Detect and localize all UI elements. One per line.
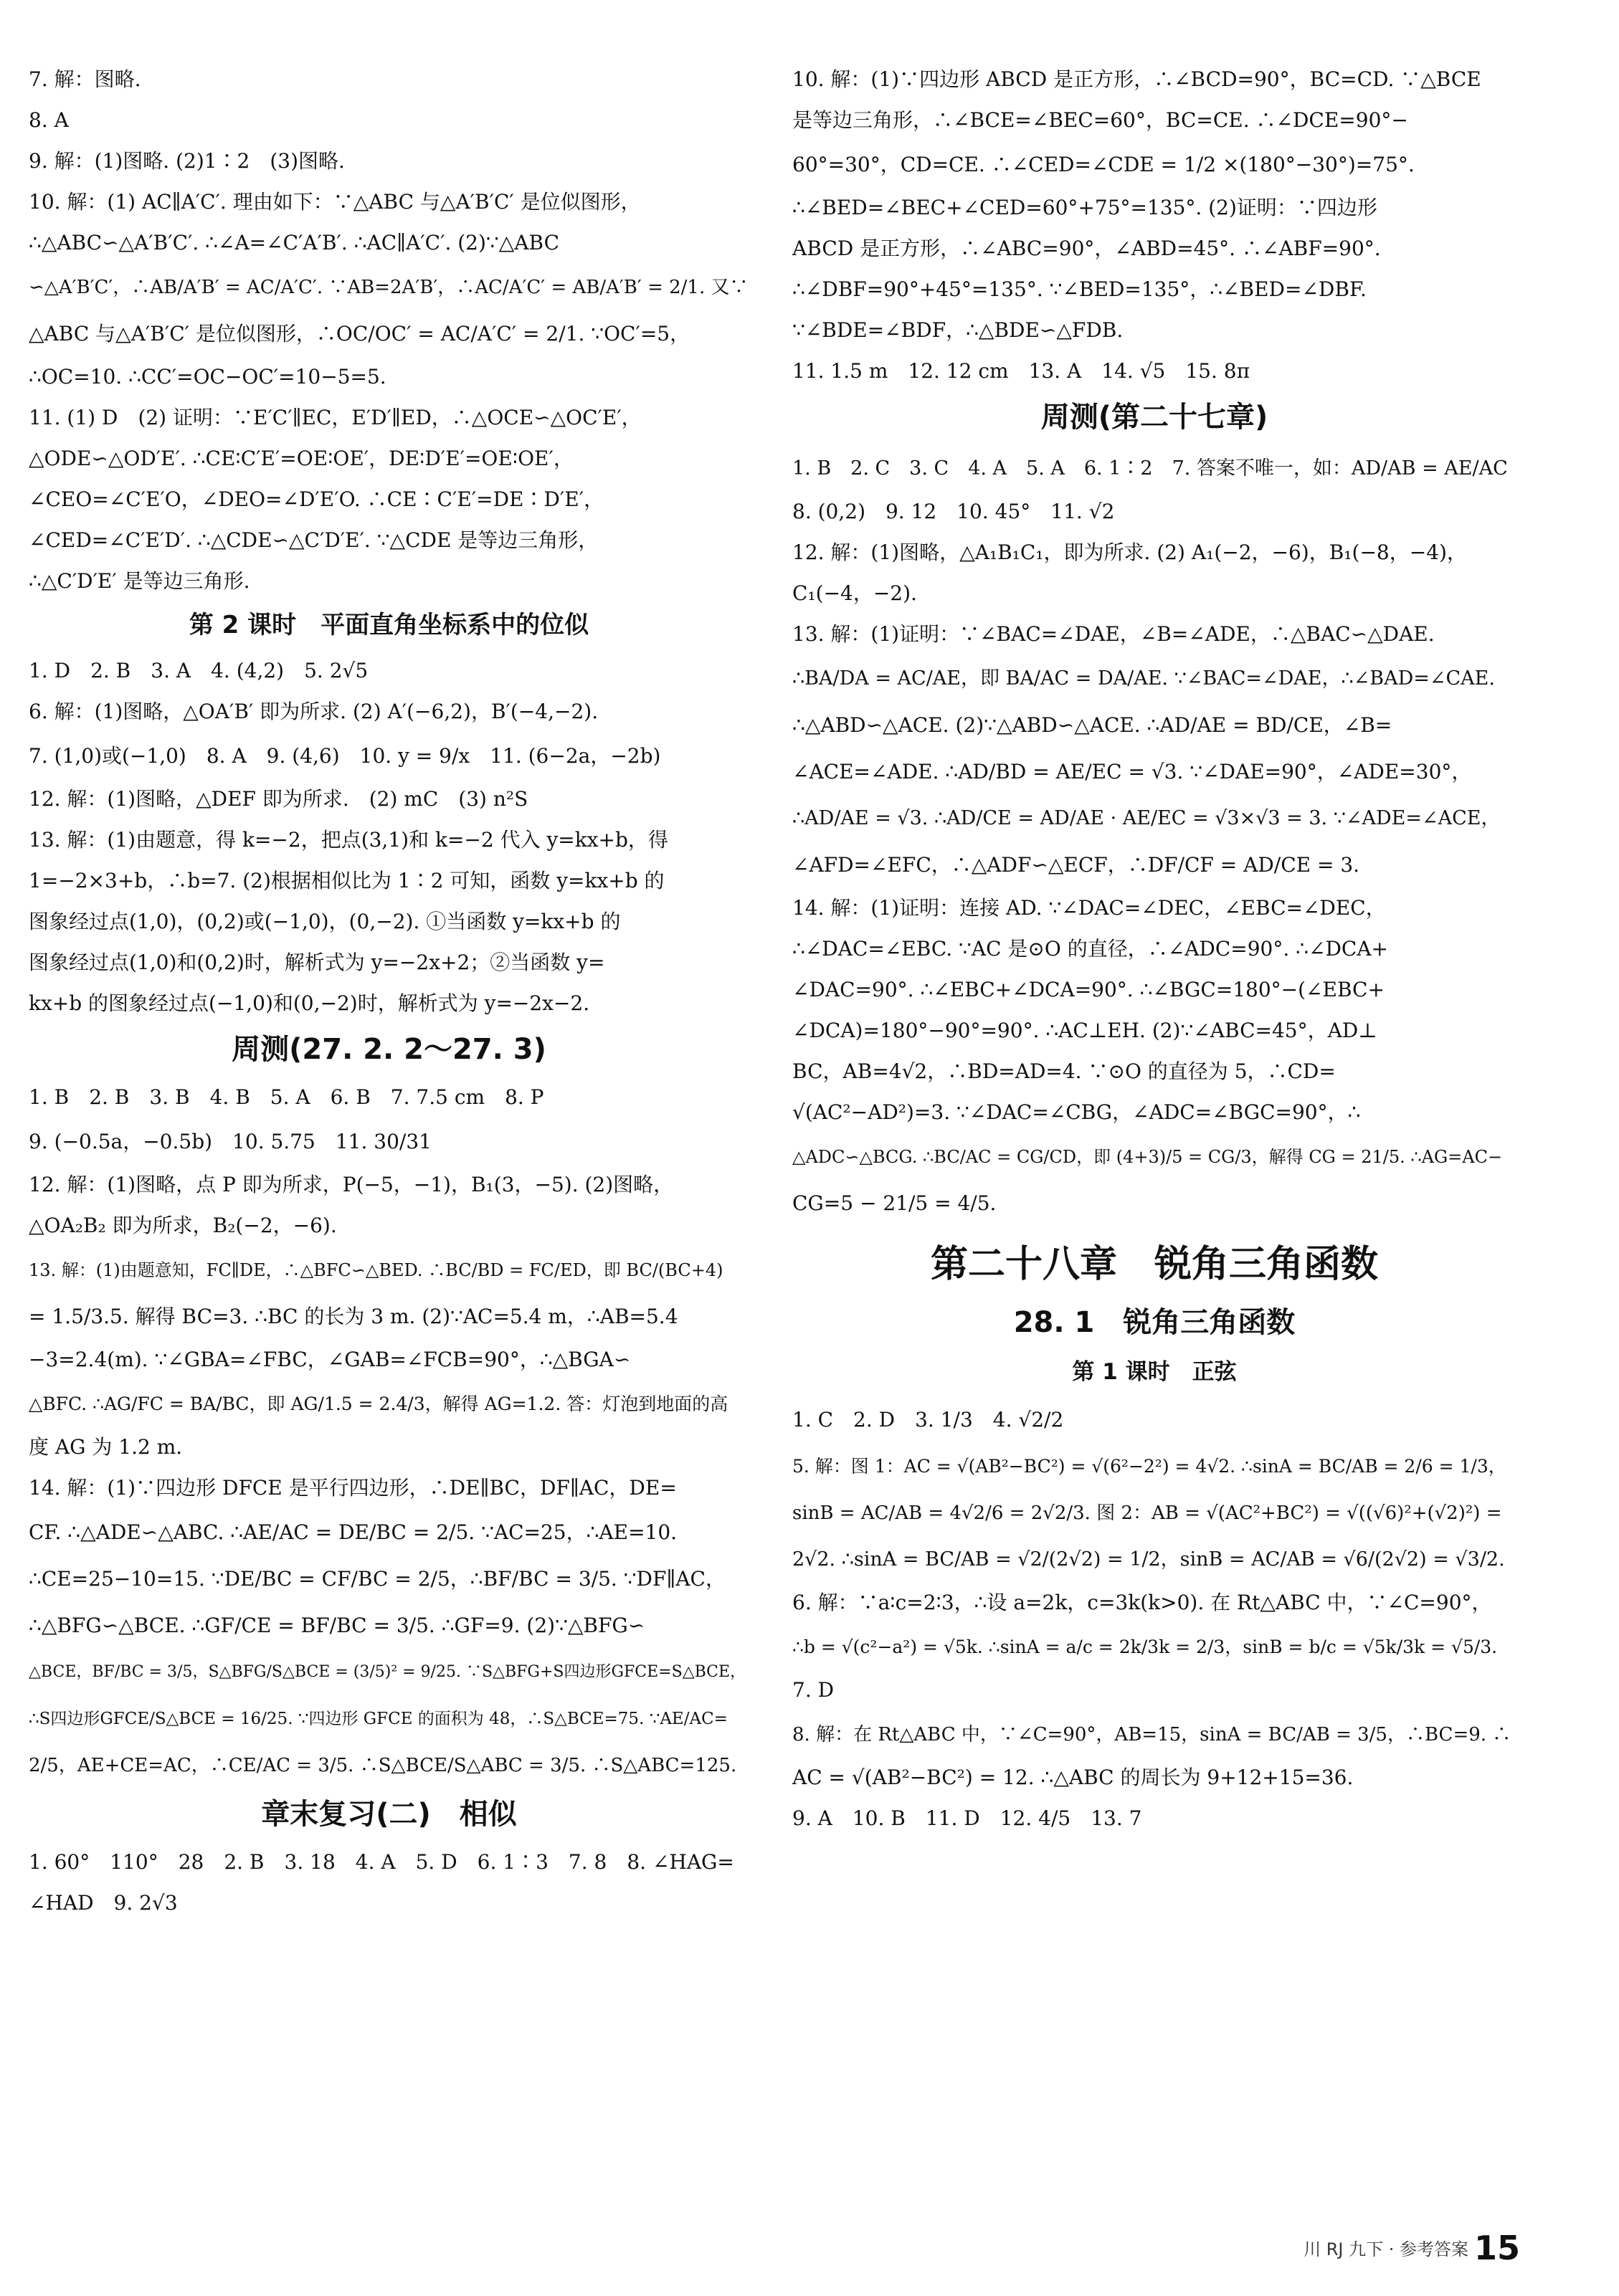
answer-line: 7. 解：图略. [29, 67, 141, 91]
answer-line: = 1.5/3.5. 解得 BC=3. ∴BC 的长为 3 m. (2)∵AC=5.4 m，∴AB=5.4 [29, 1305, 678, 1328]
answer-line: 60°=30°，CD=CE. ∴∠CED=∠CDE = 1/2 ×(180°−30°)=75°. [792, 153, 1415, 176]
answer-line: CG=5 − 21/5 = 4/5. [792, 1191, 997, 1215]
answer-line: 9. (−0.5a，−0.5b) 10. 5.75 11. 30/31 [29, 1130, 432, 1153]
answer-line: 1. C 2. D 3. 1/3 4. √2/2 [792, 1408, 1064, 1432]
answer-line: ∵∠BDE=∠BDF，∴△BDE∽△FDB. [792, 318, 1124, 342]
chapter-review-heading: 章末复习(二) 相似 [261, 1798, 517, 1831]
answer-line: 13. 解：(1)由题意知，FC∥DE，∴△BFC∽△BED. ∴BC/BD = FC/ED，即 BC/(BC+4) [29, 1260, 723, 1280]
answer-line: 1. D 2. B 3. A 4. (4,2) 5. 2√5 [29, 659, 369, 682]
answer-line: 13. 解：(1)由题意，得 k=−2，把点(3,1)和 k=−2 代入 y=kx+b，得 [29, 828, 668, 852]
answer-line: ∠HAD 9. 2√3 [29, 1891, 178, 1915]
answer-line: C₁(−4，−2). [792, 581, 917, 605]
answer-line: ∴∠DBF=90°+45°=135°. ∵∠BED=135°，∴∠BED=∠DBF. [792, 277, 1367, 301]
answer-line: 1=−2×3+b，∴b=7. (2)根据相似比为 1∶2 可知，函数 y=kx+b 的 [29, 869, 665, 892]
weekly-test-heading: 周测(第二十七章) [1040, 401, 1268, 434]
answer-line: △ADC∽△BCG. ∴BC/AC = CG/CD，即 (4+3)/5 = CG/3，解得 CG = 21/5. ∴AG=AC− [792, 1147, 1503, 1167]
answer-line: △ABC 与△A′B′C′ 是位似图形，∴OC/OC′ = AC/A′C′ = 2/1. ∵OC′=5， [29, 322, 690, 346]
answer-line: −3=2.4(m). ∵∠GBA=∠FBC，∠GAB=∠FCB=90°，∴△BGA∽ [29, 1348, 631, 1371]
answer-line: 9. 解：(1)图略. (2)1∶2 (3)图略. [29, 149, 345, 173]
answer-line: BC，AB=4√2，∴BD=AD=4. ∵⊙O 的直径为 5，∴CD= [792, 1059, 1336, 1083]
answer-line: ∠DAC=90°. ∴∠EBC+∠DCA=90°. ∴∠BGC=180°−(∠EBC+ [792, 978, 1385, 1001]
answer-line: 1. B 2. B 3. B 4. B 5. A 6. B 7. 7.5 cm 8. P [29, 1085, 544, 1109]
answer-line: 7. D [792, 1678, 835, 1702]
right-column [792, 66, 1516, 1846]
answer-line: 度 AG 为 1.2 m. [29, 1435, 183, 1459]
answer-line: 8. (0,2) 9. 12 10. 45° 11. √2 [792, 500, 1115, 523]
answer-line: √(AC²−AD²)=3. ∵∠DAC=∠CBG，∠ADC=∠BGC=90°，∴ [792, 1100, 1361, 1124]
answer-line: ∠AFD=∠EFC，∴△ADF∽△ECF，∴DF/CF = AD/CE = 3. [792, 853, 1360, 877]
answer-line: 是等边三角形，∴∠BCE=∠BEC=60°，BC=CE. ∴∠DCE=90°− [792, 108, 1408, 132]
answer-line: ∠CED=∠C′E′D′. ∴△CDE∽△C′D′E′. ∵△CDE 是等边三角形， [29, 528, 599, 552]
answer-line: 12. 解：(1)图略，△DEF 即为所求. (2) mC (3) n²S [29, 787, 528, 811]
answer-line: ∴CE=25−10=15. ∵DE/BC = CF/BC = 2/5，∴BF/BC = 3/5. ∵DF∥AC， [29, 1567, 726, 1591]
footer-label: 川 RJ 九下 · 参考答案 [1304, 2239, 1468, 2259]
answer-line: 6. 解：∵a∶c=2∶3，∴设 a=2k，c=3k(k>0). 在 Rt△ABC 中，∵∠C=90°， [792, 1591, 1492, 1614]
answer-line: ∴BA/DA = AC/AE，即 BA/AC = DA/AE. ∵∠BAC=∠DAE，∴∠BAD=∠CAE. [792, 667, 1495, 690]
answer-line: ∴AD/AE = √3. ∴AD/CE = AD/AE · AE/EC = √3×√3 = 3. ∵∠ADE=∠ACE， [792, 807, 1501, 829]
answer-line: 8. A [29, 108, 69, 132]
answer-line: 6. 解：(1)图略，△OA′B′ 即为所求. (2) A′(−6,2)，B′(−4,−2). [29, 700, 599, 723]
answer-line: 11. 1.5 m 12. 12 cm 13. A 14. √5 15. 8π [792, 359, 1250, 383]
answer-line: ∠ACE=∠ADE. ∴AD/BD = AE/EC = √3. ∵∠DAE=90°，∠ADE=30°， [792, 760, 1472, 783]
left-column [29, 66, 749, 1930]
answer-line: 14. 解：(1)∵四边形 DFCE 是平行四边形，∴DE∥BC，DF∥AC，DE= [29, 1476, 677, 1500]
lesson-heading: 第 2 课时 平面直角坐标系中的位似 [189, 611, 589, 639]
section-heading: 28. 1 锐角三角函数 [1013, 1306, 1296, 1339]
answer-line: 14. 解：(1)证明：连接 AD. ∵∠DAC=∠DEC，∠EBC=∠DEC， [792, 896, 1386, 920]
answer-line: 12. 解：(1)图略，点 P 即为所求，P(−5，−1)，B₁(3，−5). (2)图略， [29, 1173, 674, 1196]
answer-line: ∴∠DAC=∠EBC. ∵AC 是⊙O 的直径，∴∠ADC=90°. ∴∠DCA+ [792, 937, 1389, 961]
answer-line: 1. 60° 110° 28 2. B 3. 18 4. A 5. D 6. 1∶3 7. 8 8. ∠HAG= [29, 1850, 734, 1874]
answer-line: ∠DCA)=180°−90°=90°. ∴AC⊥EH. (2)∵∠ABC=45°，AD⊥ [792, 1019, 1377, 1042]
answer-line: ∴OC=10. ∴CC′=OC−OC′=10−5=5. [29, 365, 386, 389]
answer-line: ∴△C′D′E′ 是等边三角形. [29, 569, 250, 593]
chapter-heading: 第二十八章 锐角三角函数 [930, 1243, 1378, 1286]
answer-line: ∴△ABC∽△A′B′C′. ∴∠A=∠C′A′B′. ∴AC∥A′C′. (2)∵△ABC [29, 231, 559, 254]
answer-line: 13. 解：(1)证明：∵∠BAC=∠DAE，∠B=∠ADE，∴△BAC∽△DAE. [792, 622, 1435, 646]
answer-line: AC = √(AB²−BC²) = 12. ∴△ABC 的周长为 9+12+15=36. [792, 1766, 1354, 1789]
answer-line: 8. 解：在 Rt△ABC 中，∵∠C=90°，AB=15，sinA = BC/AB = 3/5，∴BC=9. ∴ [792, 1724, 1511, 1745]
answer-line: ∽△A′B′C′，∴AB/A′B′ = AC/A′C′. ∵AB=2A′B′，∴AC/A′C′ = AB/A′B′ = 2/1. 又∵ [29, 277, 749, 298]
answer-line: 图象经过点(1,0)和(0,2)时，解析式为 y=−2x+2；②当函数 y= [29, 951, 605, 974]
answer-line: CF. ∴△ADE∽△ABC. ∴AE/AC = DE/BC = 2/5. ∵AC=25，∴AE=10. [29, 1520, 678, 1544]
answer-line: △OA₂B₂ 即为所求，B₂(−2，−6). [29, 1214, 337, 1237]
answer-line: 10. 解：(1) AC∥A′C′. 理由如下：∵△ABC 与△A′B′C′ 是位似图形， [29, 190, 641, 214]
answer-line: 9. A 10. B 11. D 12. 4/5 13. 7 [792, 1806, 1142, 1830]
answer-line: 12. 解：(1)图略，△A₁B₁C₁，即为所求. (2) A₁(−2，−6)，B₁(−8，−4)， [792, 540, 1467, 564]
answer-line: 10. 解：(1)∵四边形 ABCD 是正方形，∴∠BCD=90°，BC=CD. ∵△BCE [792, 67, 1481, 91]
page-number: 15 [1473, 2229, 1520, 2267]
answer-line: ∴b = √(c²−a²) = √5k. ∴sinA = a/c = 2k/3k = 2/3，sinB = b/c = √5k/3k = √5/3. [792, 1637, 1498, 1657]
answer-line: ∴∠BED=∠BEC+∠CED=60°+75°=135°. (2)证明：∵四边形 [792, 196, 1377, 219]
answer-line: ∴△BFG∽△BCE. ∴GF/CE = BF/BC = 3/5. ∴GF=9. (2)∵△BFG∽ [29, 1614, 645, 1637]
lesson-heading: 第 1 课时 正弦 [1072, 1359, 1237, 1385]
answer-line: 2√2. ∴sinA = BC/AB = √2/(2√2) = 1/2，sinB = AC/AB = √6/(2√2) = √3/2. [792, 1548, 1505, 1571]
answer-line: ∠CEO=∠C′E′O，∠DEO=∠D′E′O. ∴CE∶C′E′=DE∶D′E′， [29, 487, 604, 511]
answer-line: △BCE，BF/BC = 3/5，S△BFG/S△BCE = (3/5)² = 9/25. ∵S△BFG+S四边形GFCE=S△BCE， [29, 1663, 746, 1681]
answer-line: 2/5，AE+CE=AC，∴CE/AC = 3/5. ∴S△BCE/S△ABC = 3/5. ∴S△ABC=125. [29, 1755, 737, 1776]
answer-line: ∴△ABD∽△ACE. (2)∵△ABD∽△ACE. ∴AD/AE = BD/CE，∠B= [792, 713, 1392, 737]
answer-line: △BFC. ∴AG/FC = BA/BC，即 AG/1.5 = 2.4/3，解得 AG=1.2. 答：灯泡到地面的高 [29, 1394, 728, 1414]
answer-line: ABCD 是正方形，∴∠ABC=90°，∠ABD=45°. ∴∠ABF=90°. [792, 237, 1381, 260]
answer-line: △ODE∽△OD′E′. ∴CE∶C′E′=OE∶OE′，DE∶D′E′=OE∶OE′， [29, 447, 574, 470]
answer-line: 7. (1,0)或(−1,0) 8. A 9. (4,6) 10. y = 9/x 11. (6−2a，−2b) [29, 744, 661, 768]
answer-line: ∴S四边形GFCE/S△BCE = 16/25. ∵四边形 GFCE 的面积为 48，∴S△BCE=75. ∵AE/AC= [29, 1710, 728, 1728]
answer-line: 1. B 2. C 3. C 4. A 5. A 6. 1∶2 7. 答案不唯一，如：AD/AB = AE/AC [792, 457, 1508, 480]
answer-line: 图象经过点(1,0)，(0,2)或(−1,0)，(0,−2). ①当函数 y=kx+b 的 [29, 910, 621, 933]
answer-line: 5. 解：图 1：AC = √(AB²−BC²) = √(6²−2²) = 4√2. ∴sinA = BC/AB = 2/6 = 1/3， [792, 1456, 1506, 1477]
answer-line: 11. (1) D (2) 证明：∵E′C′∥EC，E′D′∥ED，∴△OCE∽△OC′E′， [29, 406, 642, 429]
answer-line: kx+b 的图象经过点(−1,0)和(0,−2)时，解析式为 y=−2x−2. [29, 991, 590, 1015]
answer-line: sinB = AC/AB = 4√2/6 = 2√2/3. 图 2：AB = √(AC²+BC²) = √((√6)²+(√2)²) = [792, 1502, 1502, 1524]
weekly-test-heading: 周测(27. 2. 2～27. 3) [232, 1033, 546, 1066]
